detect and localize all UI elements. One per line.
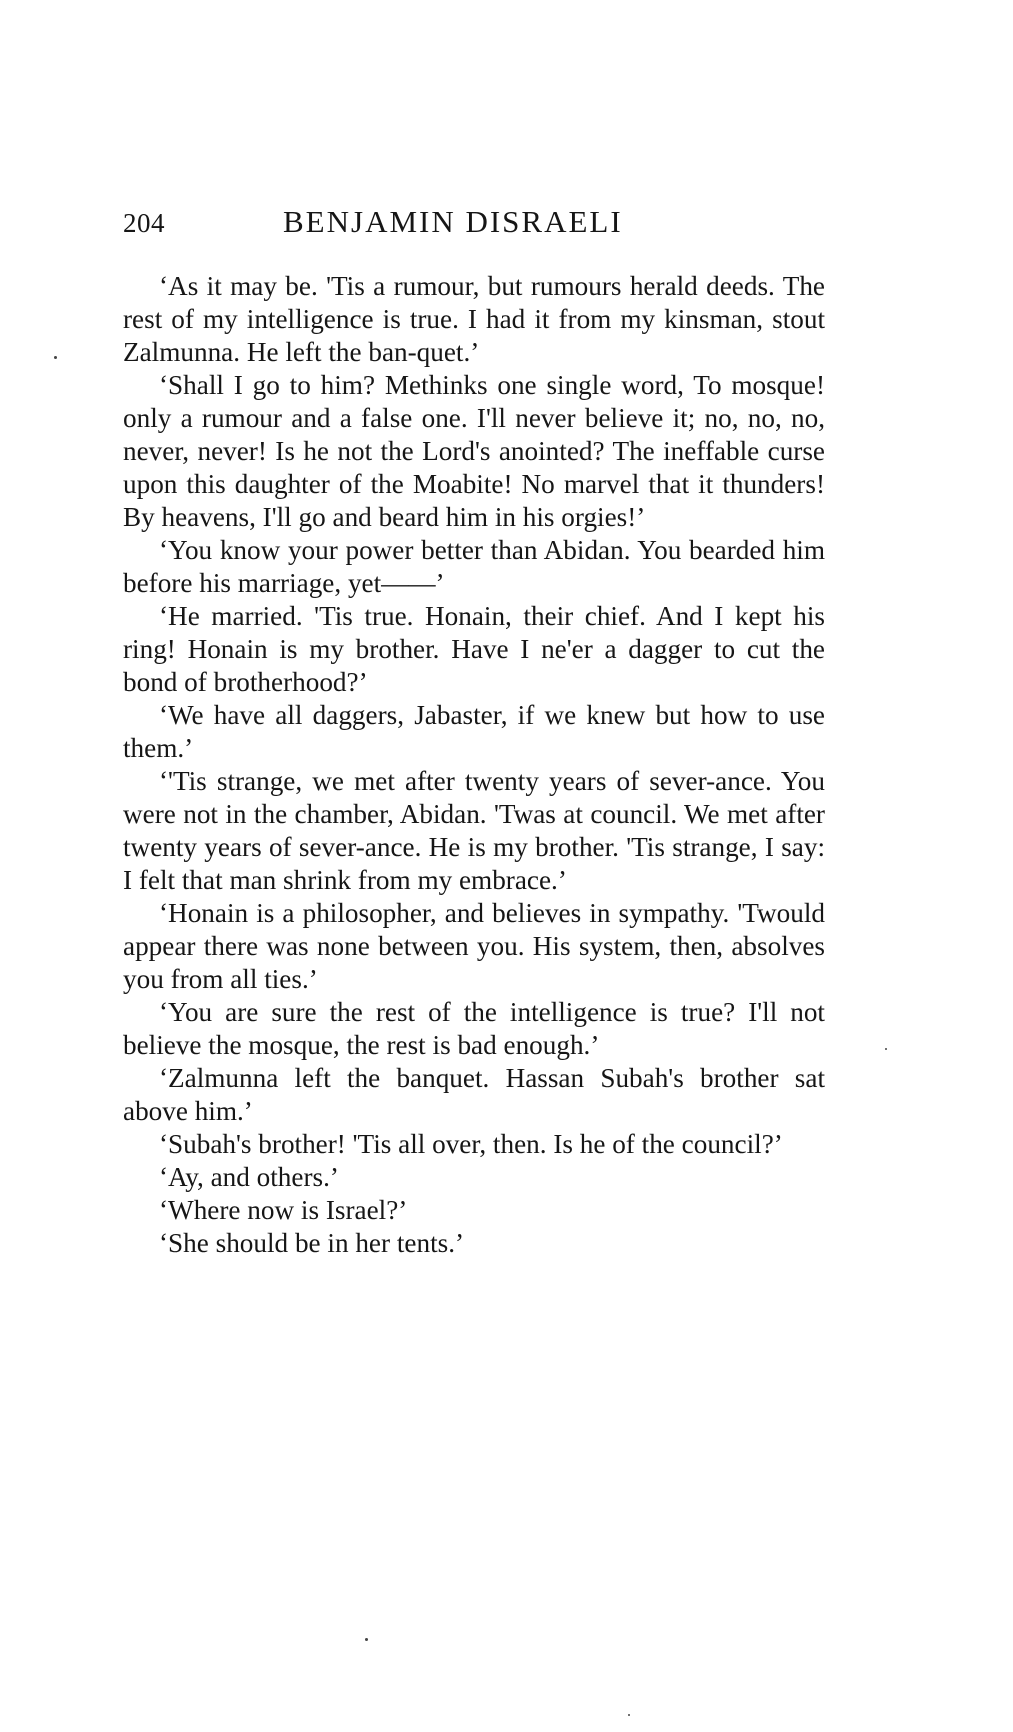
paragraph: ‘Ay, and others.’ [159, 1162, 339, 1192]
paragraph: ‘He married. 'Tis true. Honain, their chief. And I kept his ring! Honain is my brother. Have I ne'er a dagger to cut the bond of brotherhood?’ [123, 601, 825, 697]
paragraph: ‘Honain is a philosopher, and believes in sympathy. 'Twould appear there was none between you. His system, then, absolves you from all ties.’ [123, 898, 825, 994]
paragraph: ‘You know your power better than Abidan. You bearded him before his marriage, yet——’ [123, 535, 825, 598]
paragraph: ‘Shall I go to him? Methinks one single word, To mosque! only a rumour and a false one. I'll never believe it; no, no, no, never, never! Is he not the Lord's anointed? The ineffable curse upon this daughter of the Moabite! No marvel that it thunders! By heavens, I'll go and beard him in his orgies!’ [123, 370, 825, 532]
paragraph: ‘Zalmunna left the banquet. Hassan Subah's brother sat above him.’ [123, 1063, 825, 1126]
paragraph: ‘Where now is Israel?’ [159, 1195, 408, 1225]
running-title: BENJAMIN DISRAELI [283, 204, 623, 239]
paragraph: ‘Subah's brother! 'Tis all over, then. Is he of the council?’ [159, 1129, 783, 1159]
paragraph: ‘We have all daggers, Jabaster, if we knew but how to use them.’ [123, 700, 825, 763]
paragraph: ‘As it may be. 'Tis a rumour, but rumours herald deeds. The rest of my intelligence is true. I had it from my kinsman, stout Zalmunna. He left the ban-quet.’ [123, 271, 825, 367]
scan-speck [365, 1638, 368, 1641]
scan-speck [628, 1714, 630, 1716]
scan-speck [885, 1048, 887, 1050]
paragraph: ‘She should be in her tents.’ [159, 1228, 465, 1258]
body-text [123, 270, 825, 1260]
page-number: 204 [123, 208, 165, 238]
paragraph: ‘You are sure the rest of the intelligence is true? I'll not believe the mosque, the rest is bad enough.’ [123, 997, 825, 1060]
page-header [123, 204, 823, 244]
scan-speck [54, 356, 57, 359]
paragraph: ‘'Tis strange, we met after twenty years of sever-ance. You were not in the chamber, Abidan. 'Twas at council. We met after twenty years of sever-ance. He is my brother. 'Tis strange, I say: I felt that man shrink from my embrace.’ [123, 766, 825, 895]
